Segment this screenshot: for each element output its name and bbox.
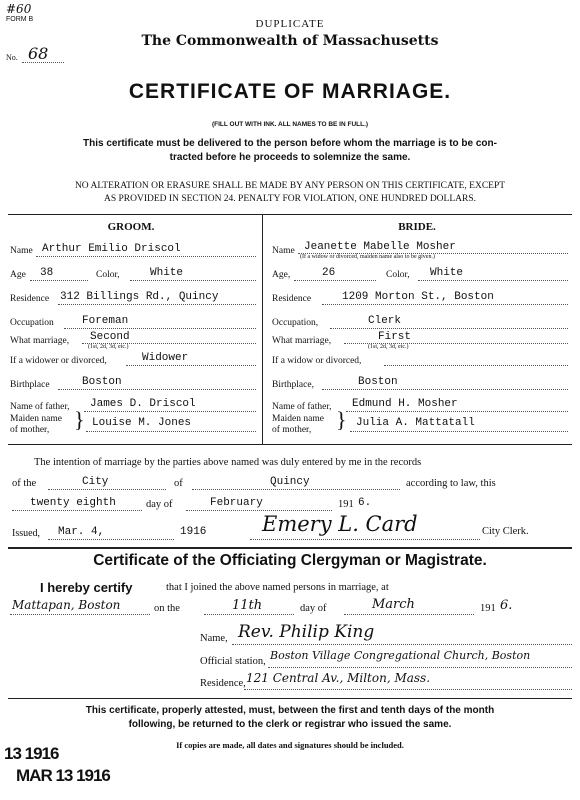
intention-month: February [210, 497, 263, 509]
groom-color: White [150, 267, 184, 279]
certify-bold: I hereby certify [40, 580, 133, 595]
clergy-on-the: on the [154, 603, 180, 614]
bride-heading: BRIDE. [398, 221, 436, 233]
groom-maiden-label-1: Maiden name [10, 414, 62, 424]
groom-age-label: Age [10, 270, 26, 280]
issued-label: Issued, [12, 528, 41, 539]
clerk-label: City Clerk. [482, 526, 529, 537]
section-rule [8, 547, 572, 549]
intention-day-of: day of [146, 499, 173, 510]
groom-maiden-label-2: of mother, [10, 425, 50, 435]
bride-birthplace: Boston [358, 376, 398, 388]
table-bottom-rule [8, 444, 572, 445]
clergy-year-prefix: 191 [480, 603, 496, 614]
groom-residence: 312 Billings Rd., Quincy [60, 291, 219, 303]
bride-father: Edmund H. Mosher [352, 398, 458, 410]
certificate-number: 68 [28, 44, 49, 63]
certify-rest: that I joined the above named persons in marriage, at [166, 582, 389, 593]
groom-residence-label: Residence [10, 294, 50, 304]
bride-age: 26 [322, 267, 336, 279]
bride-widow-label: If a widow or divorced, [272, 356, 362, 366]
notice-line-2: tracted before he proceeds to solemnize the same. [169, 152, 411, 163]
clerk-signature: Emery L. Card [262, 512, 418, 536]
bride-brace: } [336, 407, 347, 432]
intention-place: Quincy [270, 476, 310, 488]
groom-brace: } [74, 407, 85, 432]
groom-marriage-hint: (1st, 2d, 3d, etc.) [88, 344, 129, 350]
footer-line-2: following, be returned to the clerk or registrar who issued the same. [128, 719, 452, 730]
footer-rule [8, 698, 572, 699]
bride-residence-label: Residence [272, 294, 312, 304]
form-number: #60 [6, 2, 32, 16]
ink-note: (FILL OUT WITH INK. ALL NAMES TO BE IN FULL.) [211, 121, 369, 128]
groom-birthplace: Boston [82, 376, 122, 388]
groom-name: Arthur Emilio Driscol [42, 243, 181, 255]
bride-name-label: Name [272, 246, 295, 256]
groom-occupation-label: Occupation [10, 318, 54, 328]
officiant-residence-label: Residence, [200, 678, 246, 689]
intention-kind: City [82, 476, 109, 488]
bride-name: Jeanette Mabelle Mosher [304, 241, 456, 253]
officiant-name: Rev. Philip King [238, 622, 375, 642]
bride-name-hint: (If a widow or divorced, maiden name also to be given.) [300, 254, 435, 260]
clergy-place: Mattapan, Boston [12, 598, 121, 612]
page-title: CERTIFICATE OF MARRIAGE. [128, 80, 452, 103]
received-stamp-1: 13 1916 [4, 744, 59, 763]
officiant-residence: 121 Central Av., Milton, Mass. [246, 671, 431, 685]
commonwealth-heading: The Commonwealth of Massachusetts [141, 33, 439, 49]
bride-occupation-label: Occupation, [272, 318, 319, 328]
groom-occupation: Foreman [82, 315, 129, 327]
bride-marriage: First [378, 331, 412, 343]
clergy-year-suffix: 6. [500, 598, 513, 613]
bride-mother: Julia A. Mattatall [356, 417, 475, 429]
groom-father-label: Name of father, [10, 402, 70, 412]
clergy-day: 11th [232, 598, 263, 613]
number-label: No. [6, 53, 18, 62]
bride-father-label: Name of father, [272, 402, 332, 412]
intention-line-1: The intention of marriage by the parties above named was duly entered by me in the records [34, 457, 422, 468]
bride-residence: 1209 Morton St., Boston [342, 291, 494, 303]
copies-note: If copies are made, all dates and signatures should be included. [176, 740, 404, 750]
alteration-line-1: NO ALTERATION OR ERASURE SHALL BE MADE BY ANY PERSON ON THIS CERTIFICATE, EXCEPT [74, 181, 506, 191]
official-station-label: Official station, [200, 656, 266, 667]
bride-maiden-label-1: Maiden name [272, 414, 324, 424]
notice-line-1: This certificate must be delivered to the person before whom the marriage is to be con- [83, 138, 497, 149]
official-station: Boston Village Congregational Church, Boston [270, 649, 531, 662]
table-divider [262, 214, 263, 444]
clergy-month: March [372, 597, 415, 612]
groom-color-label: Color, [96, 270, 120, 280]
form-label: FORM B [6, 16, 34, 23]
bride-marriage-hint: (1st, 2d, 3d, etc.) [368, 344, 409, 350]
received-stamp-2: MAR 13 1916 [16, 766, 110, 785]
groom-name-label: Name [10, 246, 33, 256]
groom-marriage: Second [90, 331, 130, 343]
intention-of: of [174, 478, 183, 489]
groom-birthplace-label: Birthplace [10, 380, 50, 390]
bride-maiden-label-2: of mother, [272, 425, 312, 435]
bride-color-label: Color, [386, 270, 410, 280]
groom-marriage-label: What marriage, [10, 336, 70, 346]
table-top-rule [8, 214, 572, 215]
issued-year: 1916 [180, 526, 207, 538]
footer-line-1: This certificate, properly attested, must, between the first and tenth days of the month [85, 705, 495, 716]
groom-father: James D. Driscol [90, 398, 196, 410]
intention-of-the: of the [12, 478, 37, 489]
groom-age: 38 [40, 267, 54, 279]
clergy-heading: Certificate of the Officiating Clergyman or Magistrate. [93, 552, 487, 569]
intention-year-suffix: 6. [358, 497, 372, 509]
bride-occupation: Clerk [368, 315, 402, 327]
duplicate-label: DUPLICATE [255, 18, 325, 30]
bride-color: White [430, 267, 464, 279]
bride-age-label: Age, [272, 270, 291, 280]
groom-heading: GROOM. [107, 221, 155, 233]
clergy-day-of: day of [300, 603, 327, 614]
intention-year-prefix: 191 [338, 499, 354, 510]
groom-widower: Widower [142, 352, 189, 364]
intention-according: according to law, this [406, 478, 496, 489]
groom-mother: Louise M. Jones [92, 417, 192, 429]
bride-birthplace-label: Birthplace, [272, 380, 314, 390]
intention-day: twenty eighth [30, 497, 116, 509]
alteration-line-2: AS PROVIDED IN SECTION 24. PENALTY FOR VIOLATION, ONE HUNDRED DOLLARS. [104, 194, 476, 204]
groom-widower-label: If a widower or divorced, [10, 356, 107, 366]
bride-marriage-label: What marriage, [272, 336, 332, 346]
officiant-name-label: Name, [200, 633, 228, 644]
issued-date: Mar. 4, [58, 526, 105, 538]
